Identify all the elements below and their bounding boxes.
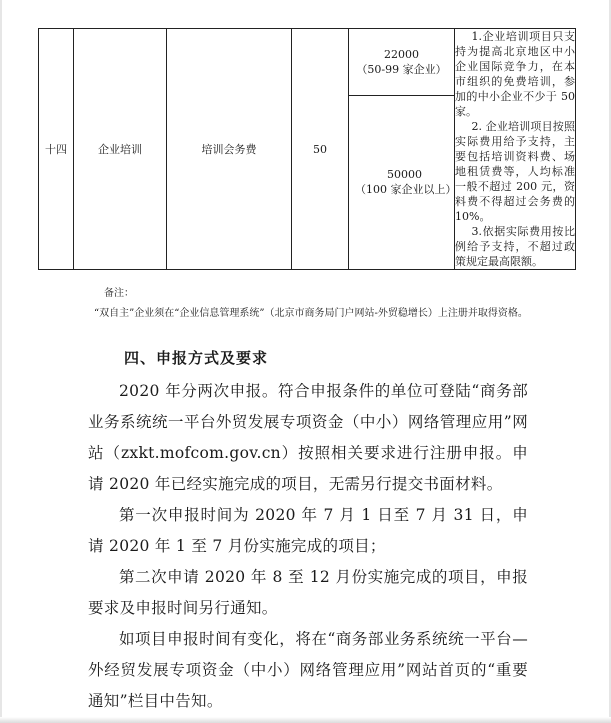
page-bottom-shadow [0, 717, 611, 723]
rate-cell: 50 [292, 29, 349, 270]
remark-title: 备注： [104, 288, 134, 299]
tier1-amount-cell [349, 29, 455, 96]
note-1: 1.企业培训项目只支持为提高北京地区中小企业国际竞争力，在本市组织的免费培训，参加的中小企业不少于 50 家。 [455, 30, 575, 118]
grant-table [38, 28, 576, 270]
note-3: 3.依据实际费用按比例给予支持，不超过政策规定最高限额。 [455, 225, 575, 268]
paragraph-4: 如项目申报时间有变化，将在“商务部业务系统统一平台—外经贸发展专项资金（中小）网络管理应用”网站首页的“重要通知”栏目中告知。 [88, 630, 528, 710]
notes-cell [455, 29, 576, 270]
section-heading: 四、申报方式及要求 [124, 349, 269, 367]
tier2-scope: （100 家企业以上） [355, 183, 457, 197]
tier2-amount: 50000 [387, 168, 422, 182]
item-cell: 企业培训 [74, 29, 167, 270]
tier2-amount-cell [349, 95, 455, 269]
remark-text: “双自主”企业须在“企业信息管理系统”（北京市商务局门户网站-外贸稳增长）上注册并取得资格。 [94, 308, 528, 319]
page-left-edge [0, 0, 2, 723]
tier1-amount: 22000 [384, 47, 419, 61]
section-body [88, 376, 528, 717]
tier1-scope: （50-99 家企业） [356, 62, 447, 76]
fee-type-cell: 培训会务费 [167, 29, 292, 270]
paragraph-1: 2020 年分两次申报。符合申报条件的单位可登陆“商务部业务系统统一平台外贸发展专项资金（中小）网络管理应用”网站（zxkt.mofcom.gov.cn）按照相关要求进行注册申报。申请 2020 年已经实施完成的项目，无需另行提交书面材料。 [88, 382, 528, 493]
table-row [39, 29, 576, 96]
paragraph-2: 第一次申报时间为 2020 年 7 月 1 日至 7 月 31 日，申请 2020 年 1 至 7 月份实施完成的项目； [88, 506, 528, 555]
paragraph-3: 第二次申请 2020 年 8 至 12 月份实施完成的项目，申报要求及申报时间另行通知。 [88, 568, 528, 617]
note-2: 2. 企业培训项目按照实际费用给予支持，主要包括培训资料费、场地租赁费等，人均标准一般不超过 200 元，资料费不得超过会务费的 10%。 [455, 120, 575, 223]
row-number-cell: 十四 [39, 29, 74, 270]
